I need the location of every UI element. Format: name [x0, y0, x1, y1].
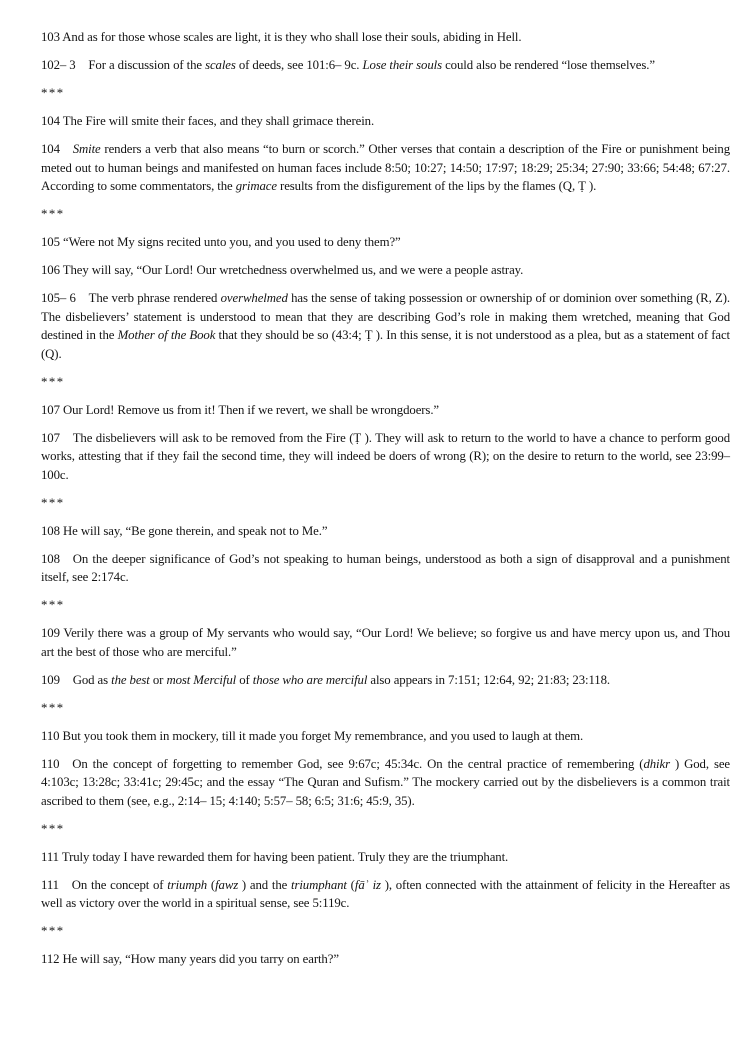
text-segment: 109 Verily there was a group of My servants who would say, “Our Lord! We believe; so forgive us and have mercy upon us, and Thou art the best of those who are merciful.”	[41, 626, 730, 659]
section-separator: ***	[41, 207, 65, 221]
commentary-102-3	[41, 56, 730, 75]
section-separator: ***	[41, 495, 65, 510]
commentary-107	[41, 429, 730, 485]
commentary-104	[41, 140, 730, 196]
italic-text: triumphant	[291, 877, 347, 892]
italic-text: triumph	[167, 877, 208, 892]
text-segment: God as	[72, 672, 112, 687]
commentary-105-6	[41, 289, 730, 363]
italic-text: fāʾ iz	[354, 877, 381, 892]
verse-103	[41, 28, 730, 47]
commentary-109	[41, 671, 730, 690]
section-separator: ***	[41, 924, 65, 938]
text-segment: ) and the	[238, 877, 291, 892]
text-segment: or	[149, 672, 167, 687]
text-segment: also appears in 7:151; 12:64, 92; 21:83; 23:118.	[367, 672, 611, 687]
commentary-verse-number: 105– 6	[41, 291, 76, 305]
section-separator: ***	[41, 374, 65, 389]
text-segment: ) God, see 4:103c; 13:28c; 33:41c; 29:45c; and the essay “The Quran and Sufism.” The mockery carried out by the disbelievers is a common trait ascribed to them (see, e.g., 2:14– 15; 4:140; 5:57– 58; 6:5; 31:6; 45:9, 35).	[41, 756, 730, 808]
commentary-verse-number: 108	[41, 551, 60, 566]
text-segment: ), often connected with the attainment of felicity in the Hereafter as well as victory over the world in a spiritual sense, see 5:119c.	[41, 877, 731, 910]
commentary-verse-number: 107	[41, 430, 60, 445]
italic-text: dhikr	[643, 756, 670, 771]
text-segment: could also be rendered “lose themselves.”	[441, 58, 655, 72]
text-segment: (	[207, 877, 216, 892]
commentary-110	[41, 755, 730, 811]
section-separator: ***	[41, 598, 65, 612]
italic-text: those who are merciful	[252, 672, 368, 687]
verse-108	[41, 522, 730, 541]
verse-105	[41, 233, 730, 252]
section-separator: ***	[41, 700, 65, 715]
text-segment: of	[236, 672, 253, 687]
section-separator: ***	[41, 821, 65, 836]
document-body	[41, 28, 730, 969]
commentary-111	[41, 876, 730, 913]
text-segment: 105 “Were not My signs recited unto you, and you used to deny them?”	[41, 235, 401, 249]
text-segment: 108 He will say, “Be gone therein, and speak not to Me.”	[41, 523, 328, 538]
commentary-108	[41, 550, 730, 587]
italic-text: the best	[111, 672, 150, 687]
text-segment: 112 He will say, “How many years did you tarry on earth?”	[41, 952, 339, 966]
text-segment: On the concept of forgetting to remember God, see 9:67c; 45:34c. On the central practice of remembering (	[72, 756, 644, 771]
text-segment: 110 But you took them in mockery, till it made you forget My remembrance, and you used to laugh at them.	[41, 728, 584, 743]
text-segment: 111 Truly today I have rewarded them for having been patient. Truly they are the triumphant.	[41, 849, 509, 864]
italic-text: fawz	[215, 877, 239, 892]
text-segment: renders a verb that also means “to burn or scorch.” Other verses that contain a description of the Fire or punishment being meted out to human beings and manifested on human faces include 8:50; 10:27; 14:50; 17:97; 18:29; 25:34; 27:90; 33:66; 54:48; 67:27. According to some commentators, the	[41, 142, 730, 193]
text-segment: The disbelievers will ask to be removed from the Fire (Ṭ ). They will ask to return to the world to have a chance to perform good works, attesting that if they fail the second time, they will indeed be doers of wrong (R); on the desire to return to the world, see 23:99– 100c.	[41, 430, 730, 482]
commentary-verse-number: 104	[41, 142, 60, 156]
text-segment: For a discussion of the	[88, 58, 206, 72]
verse-107	[41, 401, 730, 420]
italic-text: overwhelmed	[220, 291, 288, 305]
text-segment: 103 And as for those whose scales are light, it is they who shall lose their souls, abiding in Hell.	[41, 30, 522, 44]
text-segment: (	[346, 877, 355, 892]
section-separator: ***	[41, 86, 65, 100]
verse-109	[41, 624, 730, 661]
commentary-verse-number: 109	[41, 672, 60, 687]
text-segment: On the concept of	[71, 877, 168, 892]
text-segment: that they should be so (43:4; Ṭ ). In this sense, it is not understood as a plea, but as a statement of fact (Q).	[41, 328, 730, 361]
italic-text: Mother of the Book	[117, 328, 216, 342]
text-segment: has the sense of taking possession or ownership of or dominion over something (R, Z). The disbelievers’ statement is understood to mean that they are describing God’s role in making them wretched, meaning that God destined in the	[41, 291, 731, 342]
verse-110	[41, 727, 730, 746]
italic-text: grimace	[235, 179, 277, 193]
verse-112	[41, 950, 730, 969]
text-segment: 106 They will say, “Our Lord! Our wretchedness overwhelmed us, and we were a people astray.	[41, 263, 524, 277]
commentary-verse-number: 110	[41, 756, 60, 771]
italic-text: Smite	[72, 142, 101, 156]
italic-text: scales	[205, 58, 236, 72]
italic-text: most Merciful	[166, 672, 237, 687]
verse-111	[41, 848, 730, 867]
text-segment: 107 Our Lord! Remove us from it! Then if we revert, we shall be wrongdoers.”	[41, 402, 439, 417]
italic-text: Lose their souls	[362, 58, 442, 72]
text-segment: results from the disfigurement of the lips by the flames (Q, Ṭ ).	[276, 179, 597, 193]
commentary-verse-number: 111	[41, 877, 59, 892]
verse-104	[41, 112, 730, 131]
commentary-verse-number: 102– 3	[41, 58, 76, 72]
text-segment: of deeds, see 101:6– 9c.	[235, 58, 363, 72]
verse-106	[41, 261, 730, 280]
text-segment: On the deeper significance of God’s not speaking to human beings, understood as both a sign of disapproval and a punishment itself, see 2:174c.	[41, 551, 730, 584]
text-segment: The verb phrase rendered	[88, 291, 221, 305]
text-segment: 104 The Fire will smite their faces, and they shall grimace therein.	[41, 114, 375, 128]
